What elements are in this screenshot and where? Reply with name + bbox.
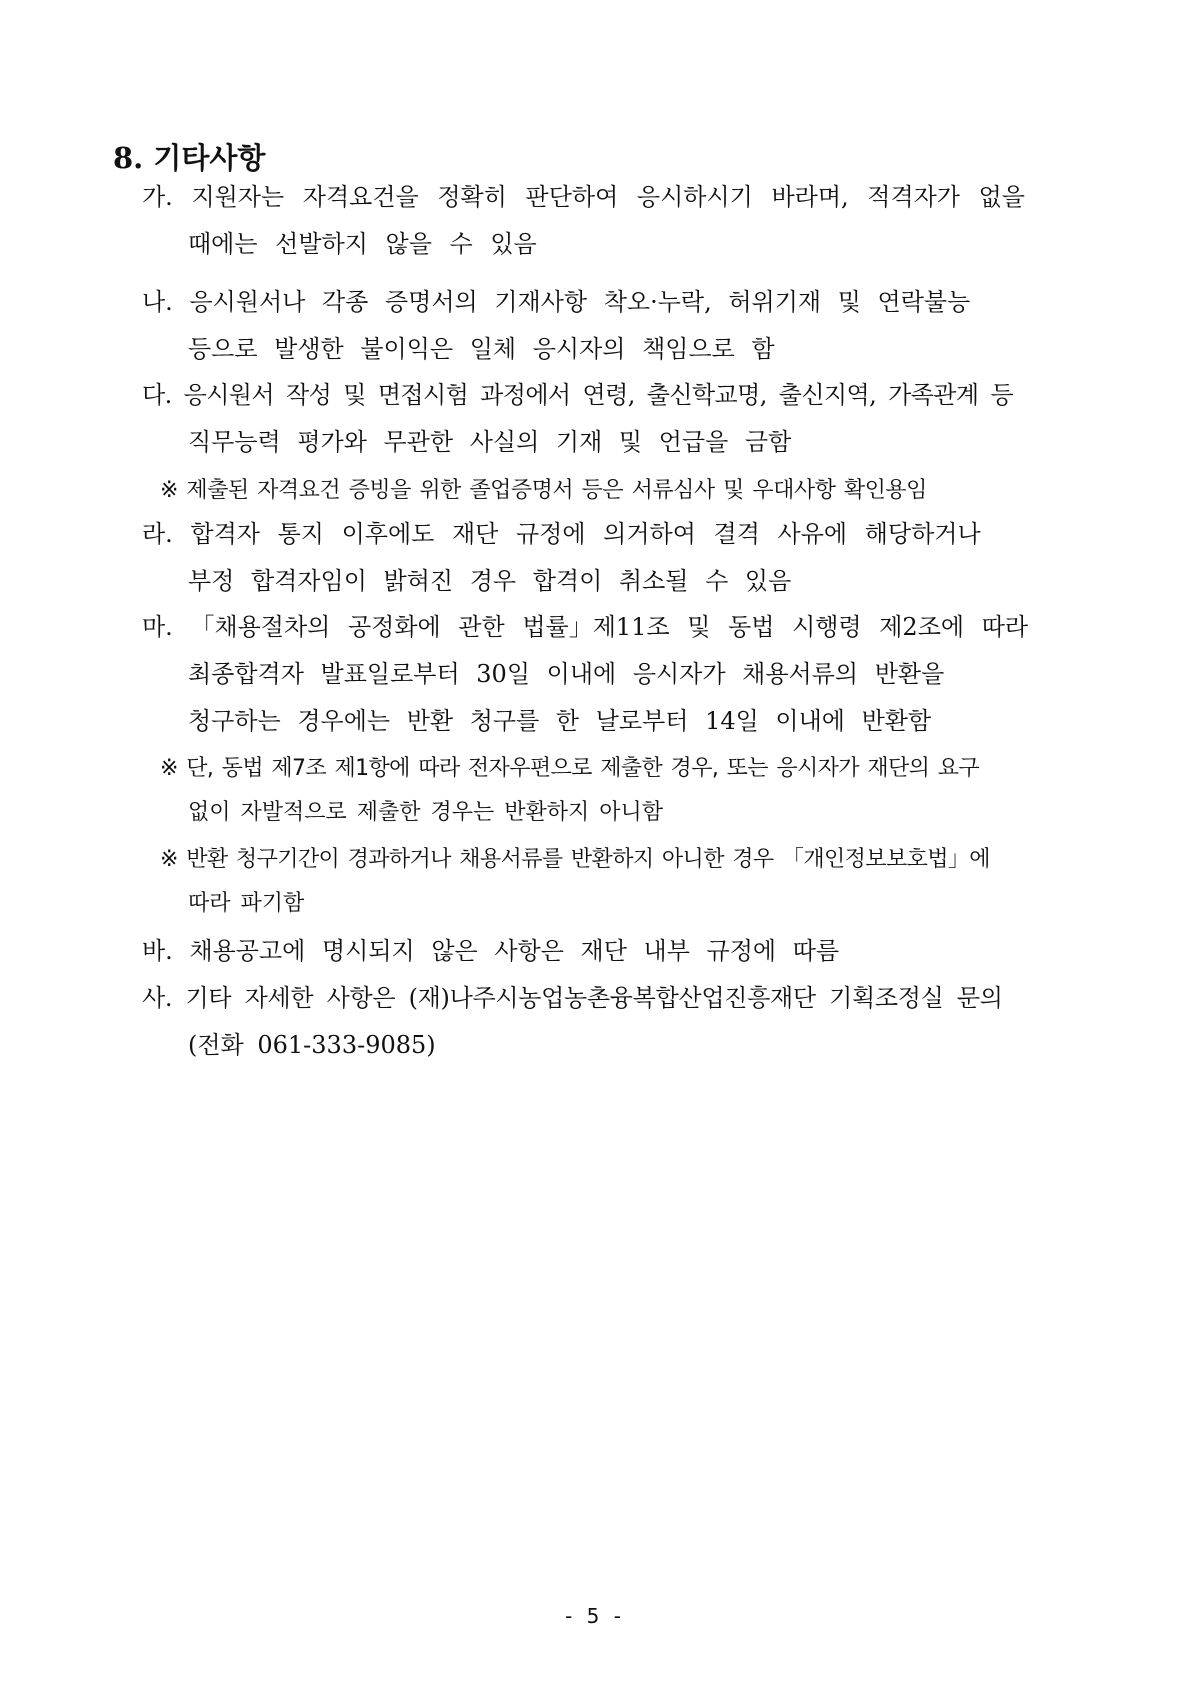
item-ra-line-2: 부정 합격자임이 밝혀진 경우 합격이 취소될 수 있음 [188,567,792,595]
item-ga-line-2: 때에는 선발하지 않을 수 있음 [188,230,537,258]
item-na-line-2: 등으로 발생한 불이익은 일체 응시자의 책임으로 함 [188,335,775,363]
item-ma-line-3: 청구하는 경우에는 반환 청구를 한 날로부터 14일 이내에 반환함 [188,707,932,735]
note-destruction-line-2: 따라 파기함 [188,891,305,916]
item-sa-line-2: (전화 061-333-9085) [188,1031,436,1059]
note-email-exception-line-1: ※ 단, 동법 제7조 제1항에 따라 전자우편으로 제출한 경우, 또는 응시자가 재단의 요구 [160,756,979,781]
note-email-exception-line-2: 없이 자발적으로 제출한 경우는 반환하지 아니함 [188,800,664,825]
note-destruction-line-1: ※ 반환 청구기간이 경과하거나 채용서류를 반환하지 아니한 경우 「개인정보보호법」에 [160,847,990,872]
item-sa-line-1: 사. 기타 자세한 사항은 (재)나주시농업농촌융복합산업진흥재단 기획조정실 문의 [142,984,1003,1012]
item-da-line-2: 직무능력 평가와 무관한 사실의 기재 및 언급을 금함 [188,428,792,456]
item-na-line-1: 나. 응시원서나 각종 증명서의 기재사항 착오·누락, 허위기재 및 연락불능 [142,288,971,316]
page-number: - 5 - [565,1604,625,1628]
note-proof-documents: ※ 제출된 자격요건 증빙을 위한 졸업증명서 등은 서류심사 및 우대사항 확인용임 [160,478,927,503]
item-ba: 바. 채용공고에 명시되지 않은 사항은 재단 내부 규정에 따름 [142,937,840,965]
item-ga-line-1: 가. 지원자는 자격요건을 정확히 판단하여 응시하시기 바라며, 적격자가 없을 [142,183,1025,211]
item-da-line-1: 다. 응시원서 작성 및 면접시험 과정에서 연령, 출신학교명, 출신지역, 가족관계 등 [142,381,1014,409]
item-ma-line-1: 마. 「채용절차의 공정화에 관한 법률」제11조 및 동법 시행령 제2조에 따라 [142,613,1029,641]
section-title: 8. 기타사항 [113,141,266,175]
item-ra-line-1: 라. 합격자 통지 이후에도 재단 규정에 의거하여 결격 사유에 해당하거나 [142,520,981,548]
item-ma-line-2: 최종합격자 발표일로부터 30일 이내에 응시자가 채용서류의 반환을 [188,660,945,688]
